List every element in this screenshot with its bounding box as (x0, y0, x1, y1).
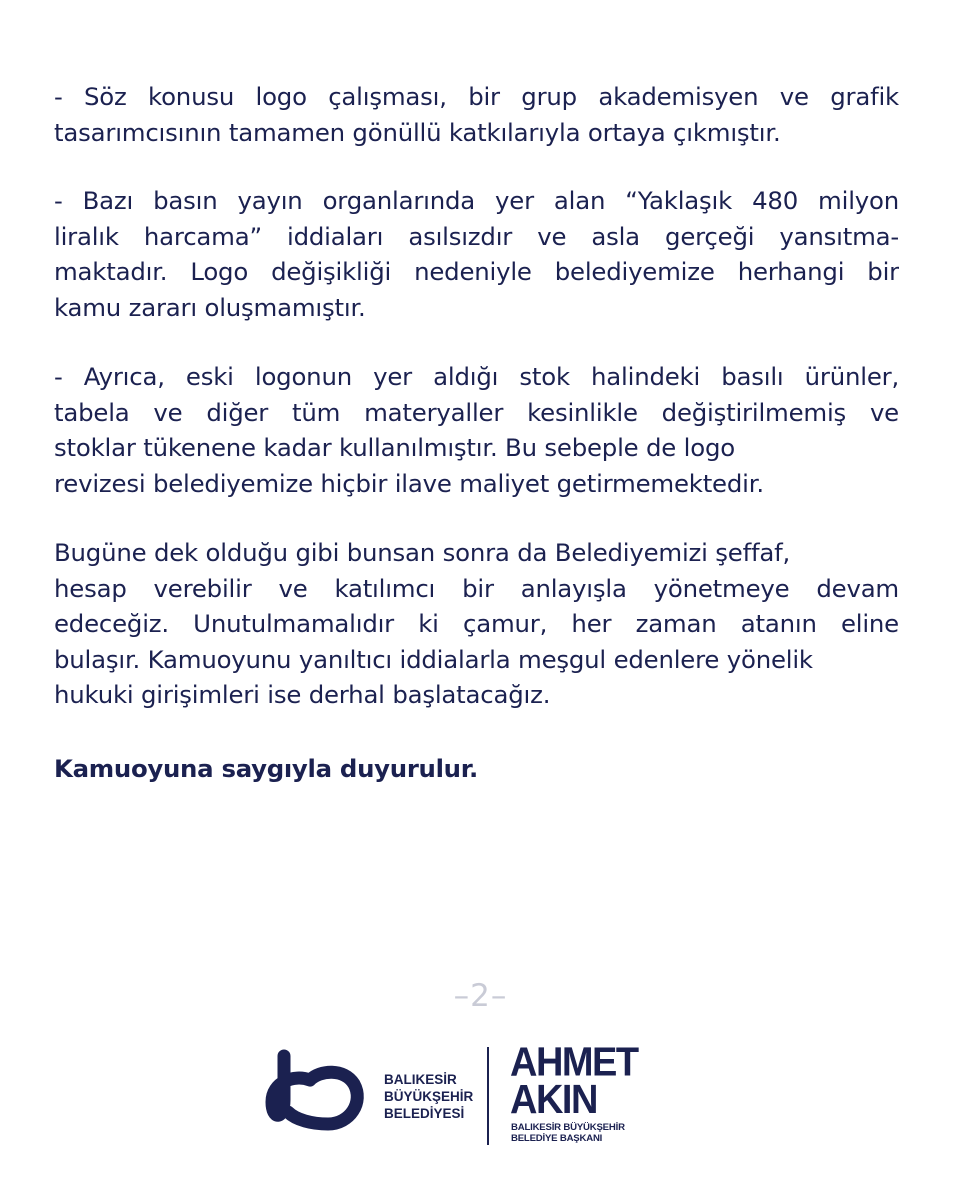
text-line: tabela ve diğer tüm materyaller kesinlikle değiştirilmemiş ve (54, 397, 899, 427)
text-line: maktadır. Logo değişikliği nedeniyle belediyemize herhangi bir (54, 257, 899, 286)
mayor-last-name: AKIN (510, 1077, 597, 1123)
text-line: - Ayrıca, eski logonun yer aldığı stok halindeki basılı ürünler, (54, 362, 899, 391)
text-line: hesap verebilir ve katılımcı bir anlayışla yönetmeye devam (54, 573, 899, 603)
text-line: hukuki girişimleri ise derhal başlatacağız. (54, 680, 551, 709)
text-line: stoklar tükenene kadar kullanılmıştır. Bu sebeple de logo (54, 433, 735, 462)
mayor-name (510, 1039, 638, 1123)
municipality-name (384, 1071, 473, 1122)
mayor-title-line: BELEDİYE BAŞKANI (511, 1133, 603, 1144)
text-line: tasarımcısının tamamen gönüllü katkılarıyla ortaya çıkmıştır. (54, 117, 781, 147)
text-line: - Bazı basın yayın organlarında yer alan “Yaklaşık 480 milyon (54, 186, 899, 215)
municipality-name-line: BALIKESİR (384, 1072, 457, 1087)
text-line: Bugüne dek olduğu gibi bunsan sonra da Belediyemizi şeffaf, (54, 538, 791, 567)
text-line: bulaşır. Kamuoyunu yanıltıcı iddialarla meşgul edenlere yönelik (54, 644, 813, 674)
text-line: edeceğiz. Unutulmamalıdır ki çamur, her zaman atanın eline (54, 609, 899, 638)
text-line: kamu zararı oluşmamıştır. (54, 292, 366, 322)
mayor-title (511, 1122, 625, 1144)
text-line: liralık harcama” iddiaları asılsızdır ve asla gerçeği yansıtma- (54, 221, 899, 251)
page-number: –2– (453, 978, 508, 1014)
text-line: revizesi belediyemize hiçbir ilave maliyet getirmemektedir. (54, 468, 764, 498)
balikesir-logo-icon (262, 1040, 368, 1140)
mayor-first-name: AHMET (510, 1039, 638, 1086)
municipality-name-line: BÜYÜKŞEHİR (384, 1089, 474, 1104)
paragraph-cost-claims (54, 183, 899, 325)
text-line: - Söz konusu logo çalışması, bir grup akademisyen ve grafik (54, 82, 899, 111)
paragraph-logo-volunteer (54, 79, 899, 150)
paragraph-transparency (54, 535, 899, 713)
logo-b-shape (272, 1056, 357, 1124)
mayor-title-line: BALIKESİR BÜYÜKŞEHİR (511, 1122, 625, 1133)
footer-divider (487, 1047, 489, 1145)
municipality-name-line: BELEDİYESİ (384, 1106, 465, 1121)
closing-statement: Kamuoyuna saygıyla duyurulur. (54, 754, 478, 783)
paragraph-old-stock (54, 359, 899, 501)
